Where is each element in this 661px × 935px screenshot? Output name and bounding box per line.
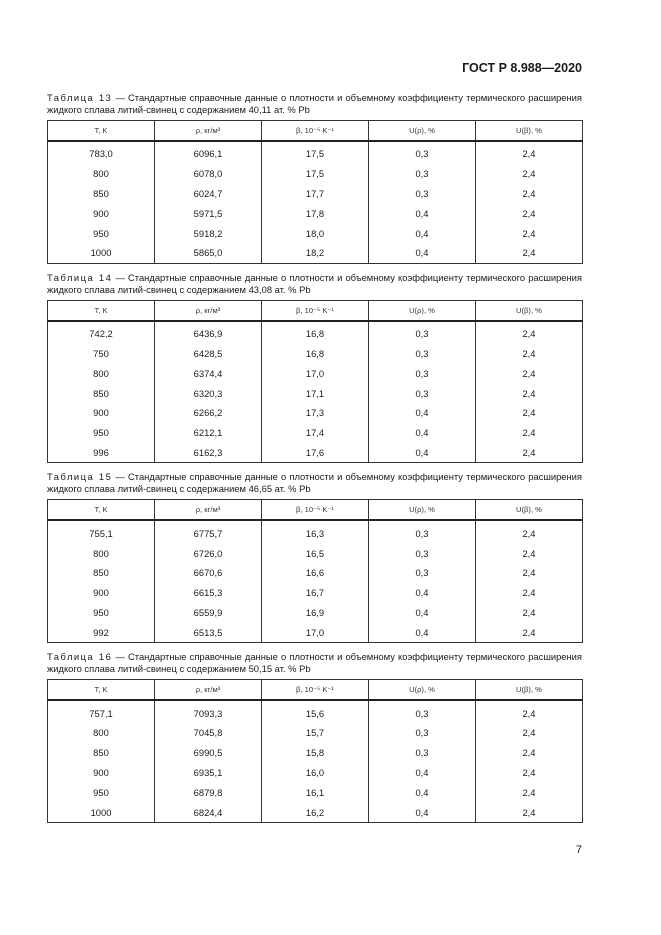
table-cell: 2,4 (476, 141, 583, 164)
table-cell: 7045,8 (155, 723, 262, 743)
table-cell: 17,0 (262, 363, 369, 383)
table-cell: 0,4 (369, 782, 476, 802)
table-cell: 6024,7 (155, 184, 262, 204)
table-cell: 16,7 (262, 583, 369, 603)
table-cell: 6990,5 (155, 743, 262, 763)
table-cell: 15,6 (262, 700, 369, 723)
table-row (48, 763, 583, 783)
table-cell: 800 (48, 723, 155, 743)
table-caption-prefix: Таблица 15 (47, 471, 113, 483)
table-caption (47, 471, 582, 495)
table-row (48, 344, 583, 364)
table-row (48, 184, 583, 204)
table-cell: 755,1 (48, 520, 155, 543)
table-cell: 0,4 (369, 423, 476, 443)
table-cell: 6374,4 (155, 363, 262, 383)
table-cell: 0,4 (369, 583, 476, 603)
table-cell: 0,3 (369, 383, 476, 403)
table-cell: 6775,7 (155, 520, 262, 543)
table-row (48, 443, 583, 463)
table-cell: 17,1 (262, 383, 369, 403)
table-cell: 950 (48, 423, 155, 443)
column-header: T, K (48, 680, 155, 701)
table-header-row (48, 121, 583, 142)
table-cell: 0,4 (369, 223, 476, 243)
table-row (48, 743, 583, 763)
column-header: ρ, кг/м³ (155, 680, 262, 701)
table-cell: 950 (48, 603, 155, 623)
table-cell: 850 (48, 184, 155, 204)
table-cell: 16,2 (262, 802, 369, 822)
table-cell: 6879,8 (155, 782, 262, 802)
column-header: β, 10⁻⁵ K⁻¹ (262, 500, 369, 521)
table-cell: 2,4 (476, 164, 583, 184)
table-cell: 7093,3 (155, 700, 262, 723)
table-caption-prefix: Таблица 14 (47, 271, 113, 283)
table-cell: 0,4 (369, 622, 476, 642)
table-row (48, 723, 583, 743)
table-cell: 15,7 (262, 723, 369, 743)
table-header-row (48, 300, 583, 321)
table-row (48, 543, 583, 563)
table-header-row (48, 500, 583, 521)
table-cell: 6078,0 (155, 164, 262, 184)
table-cell: 2,4 (476, 243, 583, 263)
table-cell: 2,4 (476, 321, 583, 344)
table-caption-text: — Стандартные справочные данные о плотности и объемному коэффициенту термического расширения жидкого сплава литий-свинец с содержанием 50,15 ат. % Pb (47, 651, 582, 675)
table-caption (47, 92, 582, 116)
table-row (48, 223, 583, 243)
column-header: β, 10⁻⁵ K⁻¹ (262, 121, 369, 142)
table-row (48, 141, 583, 164)
table-row (48, 622, 583, 642)
table-cell: 16,6 (262, 563, 369, 583)
table-cell: 6559,9 (155, 603, 262, 623)
table-cell: 850 (48, 383, 155, 403)
table-row (48, 423, 583, 443)
table-row (48, 583, 583, 603)
table-cell: 18,2 (262, 243, 369, 263)
table-cell: 800 (48, 363, 155, 383)
table-cell: 2,4 (476, 700, 583, 723)
table-cell: 2,4 (476, 782, 583, 802)
table-cell: 0,3 (369, 321, 476, 344)
column-header: U(β), % (476, 680, 583, 701)
table-row (48, 700, 583, 723)
table-cell: 0,3 (369, 543, 476, 563)
table-cell: 6212,1 (155, 423, 262, 443)
table-cell: 900 (48, 763, 155, 783)
table-row (48, 403, 583, 423)
table-cell: 2,4 (476, 363, 583, 383)
table-cell: 6320,3 (155, 383, 262, 403)
table-cell: 17,4 (262, 423, 369, 443)
table-cell: 6824,4 (155, 802, 262, 822)
column-header: T, K (48, 121, 155, 142)
table-caption (47, 272, 582, 296)
column-header: U(ρ), % (369, 121, 476, 142)
table-row (48, 563, 583, 583)
table-cell: 783,0 (48, 141, 155, 164)
column-header: β, 10⁻⁵ K⁻¹ (262, 300, 369, 321)
table-cell: 16,9 (262, 603, 369, 623)
table-cell: 5971,5 (155, 203, 262, 223)
table-cell: 2,4 (476, 543, 583, 563)
table-cell: 0,4 (369, 443, 476, 463)
table-cell: 800 (48, 543, 155, 563)
table-cell: 0,3 (369, 700, 476, 723)
table-cell: 0,3 (369, 164, 476, 184)
table-cell: 6428,5 (155, 344, 262, 364)
table-caption-text: — Стандартные справочные данные о плотности и объемному коэффициенту термического расширения жидкого сплава литий-свинец с содержанием 46,65 ат. % Pb (47, 471, 582, 495)
table-cell: 17,3 (262, 403, 369, 423)
table-block-1 (47, 92, 582, 272)
table-cell: 2,4 (476, 622, 583, 642)
table-cell: 6266,2 (155, 403, 262, 423)
table-cell: 0,3 (369, 363, 476, 383)
table-cell: 0,4 (369, 603, 476, 623)
table-cell: 757,1 (48, 700, 155, 723)
table-cell: 2,4 (476, 223, 583, 243)
table-cell: 2,4 (476, 443, 583, 463)
table-cell: 6935,1 (155, 763, 262, 783)
table-cell: 17,8 (262, 203, 369, 223)
table-row (48, 383, 583, 403)
table-cell: 750 (48, 344, 155, 364)
table-cell: 2,4 (476, 583, 583, 603)
table-cell: 0,4 (369, 243, 476, 263)
table-cell: 0,3 (369, 520, 476, 543)
table-row (48, 321, 583, 344)
table-caption-text: — Стандартные справочные данные о плотности и объемному коэффициенту термического расширения жидкого сплава литий-свинец с содержанием 40,11 ат. % Pb (47, 92, 582, 115)
table-cell: 742,2 (48, 321, 155, 344)
table-cell: 17,0 (262, 622, 369, 642)
table-cell: 0,4 (369, 802, 476, 822)
table-cell: 6615,3 (155, 583, 262, 603)
table-cell: 16,8 (262, 344, 369, 364)
table-block-3 (47, 471, 582, 651)
table-cell: 800 (48, 164, 155, 184)
data-table (47, 679, 583, 823)
table-caption-prefix: Таблица 13 (47, 92, 113, 103)
tables-container (47, 92, 582, 831)
table-cell: 2,4 (476, 520, 583, 543)
table-cell: 0,4 (369, 203, 476, 223)
table-cell: 2,4 (476, 763, 583, 783)
table-cell: 0,3 (369, 184, 476, 204)
column-header: U(ρ), % (369, 300, 476, 321)
table-cell: 17,5 (262, 164, 369, 184)
column-header: ρ, кг/м³ (155, 300, 262, 321)
table-cell: 0,3 (369, 743, 476, 763)
column-header: U(β), % (476, 300, 583, 321)
column-header: U(β), % (476, 500, 583, 521)
table-cell: 2,4 (476, 344, 583, 364)
table-row (48, 363, 583, 383)
table-cell: 1000 (48, 802, 155, 822)
table-row (48, 802, 583, 822)
table-block-4 (47, 651, 582, 831)
table-cell: 5865,0 (155, 243, 262, 263)
table-cell: 5918,2 (155, 223, 262, 243)
table-cell: 2,4 (476, 203, 583, 223)
table-cell: 16,0 (262, 763, 369, 783)
table-cell: 2,4 (476, 802, 583, 822)
table-cell: 0,3 (369, 141, 476, 164)
table-header-row (48, 680, 583, 701)
column-header: T, K (48, 300, 155, 321)
table-cell: 18,0 (262, 223, 369, 243)
table-cell: 0,3 (369, 723, 476, 743)
column-header: ρ, кг/м³ (155, 500, 262, 521)
table-row (48, 243, 583, 263)
table-cell: 950 (48, 782, 155, 802)
table-cell: 6670,6 (155, 563, 262, 583)
table-caption (47, 651, 582, 675)
table-cell: 16,5 (262, 543, 369, 563)
table-cell: 900 (48, 203, 155, 223)
table-cell: 17,7 (262, 184, 369, 204)
column-header: β, 10⁻⁵ K⁻¹ (262, 680, 369, 701)
table-cell: 15,8 (262, 743, 369, 763)
page-number: 7 (575, 844, 582, 856)
table-cell: 0,3 (369, 563, 476, 583)
table-row (48, 164, 583, 184)
table-cell: 6436,9 (155, 321, 262, 344)
table-cell: 2,4 (476, 423, 583, 443)
table-cell: 16,8 (262, 321, 369, 344)
table-cell: 6162,3 (155, 443, 262, 463)
table-cell: 2,4 (476, 603, 583, 623)
table-row (48, 603, 583, 623)
table-cell: 17,6 (262, 443, 369, 463)
table-cell: 2,4 (476, 184, 583, 204)
table-row (48, 520, 583, 543)
table-cell: 996 (48, 443, 155, 463)
column-header: ρ, кг/м³ (155, 121, 262, 142)
table-cell: 850 (48, 743, 155, 763)
column-header: U(ρ), % (369, 500, 476, 521)
column-header: T, K (48, 500, 155, 521)
table-cell: 1000 (48, 243, 155, 263)
table-cell: 2,4 (476, 563, 583, 583)
table-cell: 16,1 (262, 782, 369, 802)
table-cell: 2,4 (476, 403, 583, 423)
table-cell: 6513,5 (155, 622, 262, 642)
data-table (47, 499, 583, 643)
table-caption-text: — Стандартные справочные данные о плотности и объемному коэффициенту термического расширения жидкого сплава литий-свинец с содержанием 43,08 ат. % Pb (47, 271, 582, 295)
table-cell: 2,4 (476, 723, 583, 743)
table-cell: 950 (48, 223, 155, 243)
table-cell: 2,4 (476, 383, 583, 403)
table-block-2 (47, 272, 582, 472)
table-cell: 0,4 (369, 763, 476, 783)
table-cell: 6096,1 (155, 141, 262, 164)
column-header: U(β), % (476, 121, 583, 142)
table-cell: 6726,0 (155, 543, 262, 563)
table-caption-prefix: Таблица 16 (47, 651, 113, 663)
table-row (48, 782, 583, 802)
table-row (48, 203, 583, 223)
table-cell: 0,3 (369, 344, 476, 364)
table-cell: 992 (48, 622, 155, 642)
data-table (47, 300, 583, 464)
table-cell: 2,4 (476, 743, 583, 763)
table-cell: 17,5 (262, 141, 369, 164)
table-cell: 850 (48, 563, 155, 583)
document-code: ГОСТ Р 8.988—2020 (462, 61, 582, 75)
table-cell: 900 (48, 403, 155, 423)
table-cell: 900 (48, 583, 155, 603)
data-table (47, 120, 583, 264)
column-header: U(ρ), % (369, 680, 476, 701)
table-cell: 0,4 (369, 403, 476, 423)
table-cell: 16,3 (262, 520, 369, 543)
